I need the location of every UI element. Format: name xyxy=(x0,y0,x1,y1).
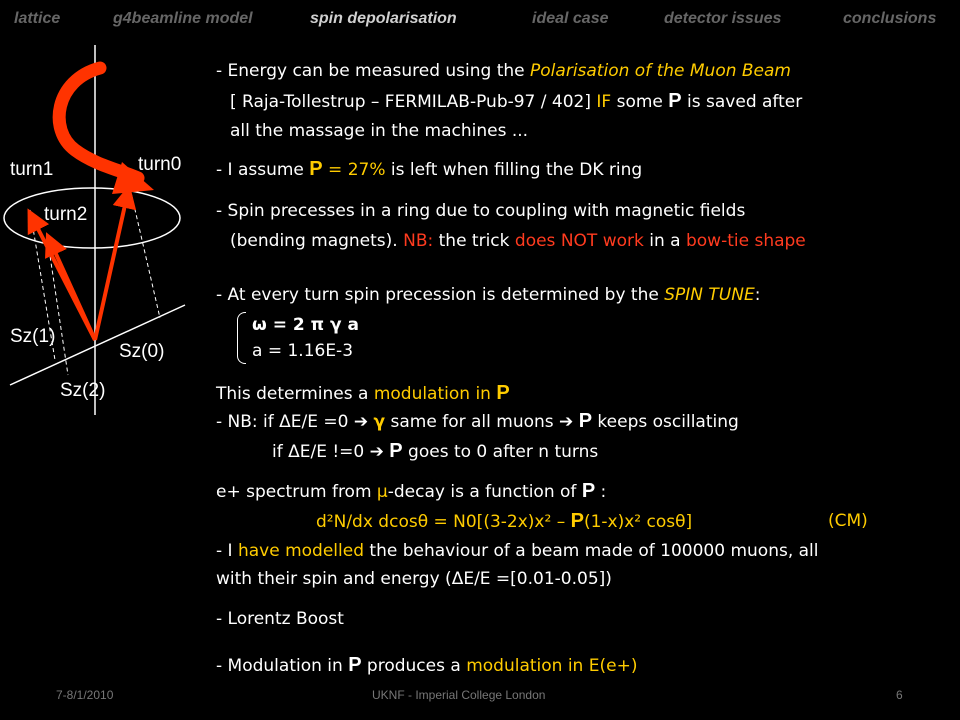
text-line-nb-not-equal: if ΔE/E !=0 ➔ P goes to 0 after n turns xyxy=(272,440,599,462)
nav-item-detector-issues[interactable]: detector issues xyxy=(664,10,782,27)
text-line-spectrum: e+ spectrum from μ-decay is a function of P : xyxy=(216,480,607,502)
footer-date: 7-8/1/2010 xyxy=(56,688,114,702)
label-turn0: turn0 xyxy=(138,154,182,175)
text-line-modulation: This determines a modulation in P xyxy=(216,382,510,404)
label-turn1: turn1 xyxy=(10,159,54,180)
equation-spectrum: d²N/dx dcosθ = N0[(3-2x)x² – P(1-x)x² cosθ] xyxy=(316,510,693,532)
equation-a: a = 1.16E-3 xyxy=(252,341,354,361)
text-line-reference: [ Raja-Tollestrup – FERMILAB-Pub-97 / 402] IF some P is saved after xyxy=(230,90,803,112)
text-line-spin-energy: with their spin and energy (ΔE/E =[0.01-0.05]) xyxy=(216,569,612,589)
label-cm: (CM) xyxy=(828,511,868,531)
text-line-spin-tune: - At every turn spin precession is determined by the SPIN TUNE: xyxy=(216,285,761,305)
text-line-modulation-e: - Modulation in P produces a modulation in E(e+) xyxy=(216,654,638,676)
text-line-massage: all the massage in the machines ... xyxy=(230,121,529,141)
nav-item-conclusions[interactable]: conclusions xyxy=(843,10,937,27)
top-navigation xyxy=(0,10,960,32)
footer-institution: UKNF - Imperial College London xyxy=(372,688,546,702)
text-line-lorentz: - Lorentz Boost xyxy=(216,609,344,629)
text-line-assume: - I assume P = 27% is left when filling the DK ring xyxy=(216,158,643,180)
precession-ellipse xyxy=(4,188,180,248)
text-line-spin-precesses: - Spin precesses in a ring due to coupling with magnetic fields xyxy=(216,201,746,221)
text-line-modelled: - I have modelled the behaviour of a beam made of 100000 muons, all xyxy=(216,541,819,561)
equation-omega: ω = 2 π γ a xyxy=(252,315,359,335)
text-line-energy: - Energy can be measured using the Polarisation of the Muon Beam xyxy=(216,61,791,81)
text-line-nb-equal: - NB: if ΔE/E =0 ➔ γ same for all muons ➔ P keeps oscillating xyxy=(216,410,739,432)
label-sz0: Sz(0) xyxy=(119,341,165,362)
spin-arrow-turn0 xyxy=(95,196,127,340)
nav-item-lattice[interactable]: lattice xyxy=(14,10,61,27)
equation-bracket xyxy=(237,312,246,364)
label-turn2: turn2 xyxy=(44,204,88,225)
nav-item-spin-depolarisation[interactable]: spin depolarisation xyxy=(310,10,457,27)
label-sz2: Sz(2) xyxy=(60,380,106,401)
nav-item-g4beamline-model[interactable]: g4beamline model xyxy=(113,10,253,27)
nav-item-ideal-case[interactable]: ideal case xyxy=(532,10,609,27)
footer-page-number: 6 xyxy=(896,688,903,702)
label-sz1: Sz(1) xyxy=(10,326,56,347)
spin-arrow-turn2 xyxy=(51,243,95,340)
text-line-bending-magnets: (bending magnets). NB: the trick does NOT work in a bow-tie shape xyxy=(230,231,806,251)
projection-line-turn0 xyxy=(130,188,160,318)
rotation-arrow-body xyxy=(59,68,138,178)
spin-precession-diagram xyxy=(0,40,210,420)
